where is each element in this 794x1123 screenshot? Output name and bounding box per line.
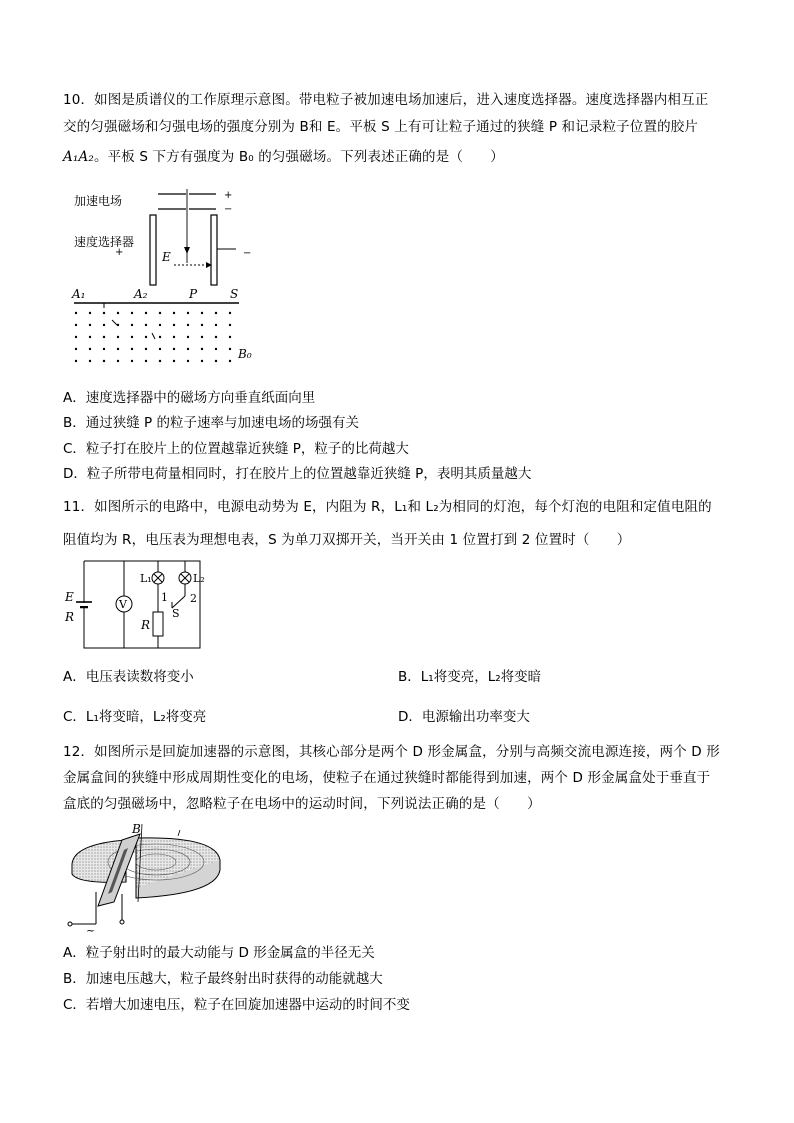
label-A2: A₂ (134, 287, 148, 301)
label-B0: B₀ (238, 347, 252, 361)
label-L2: L₂ (193, 572, 205, 585)
label-velocity-selector: 速度选择器 (74, 235, 135, 249)
label-L1: L₁ (140, 572, 152, 585)
label-S: S (172, 607, 180, 620)
q11-stem-line1: 11．如图所示的电路中，电源电动势为 E，内阻为 R，L₁和 L₂为相同的灯泡，每个灯泡的电阻和定值电阻的 (63, 499, 712, 515)
label-A1: A₁ (72, 287, 86, 301)
cyclotron-figure (64, 822, 226, 934)
q12-option-a[interactable]: A．粒子射出时的最大动能与 D 形金属盒的半径无关 (63, 945, 375, 961)
label-R: R (141, 618, 151, 632)
label-minus-right: − (243, 248, 252, 259)
voltmeter-label: V (119, 598, 127, 611)
magnetic-field-dots (75, 312, 231, 362)
q10-stem-line2: 交的匀强磁场和匀强电场的强度分别为 B和 E。平板 S 上有可让粒子通过的狭缝 P 和记录粒子位置的胶片 (63, 119, 699, 135)
q10-option-d[interactable]: D．粒子所带电荷量相同时，打在胶片上的位置越靠近狭缝 P，表明其质量越大 (63, 466, 532, 482)
label-E: E (65, 590, 74, 604)
q10-film-var: A₁A₂ (63, 149, 94, 165)
ac-source-symbol: ~ (86, 924, 96, 934)
q11-option-c[interactable]: C．L₁将变暗，L₂将变亮 (63, 709, 207, 725)
label-switch-2: 2 (190, 592, 197, 605)
label-accel-field: 加速电场 (74, 194, 123, 208)
q10-stem-line1: 10．如图是质谱仪的工作原理示意图。带电粒子被加速电场加速后，进入速度选择器。速度选择器内相互正 (63, 92, 709, 108)
q10-option-a[interactable]: A．速度选择器中的磁场方向垂直纸面向里 (63, 390, 316, 406)
label-plus-left: + (115, 247, 124, 258)
q12-stem-line2: 金属盒间的狭缝中形成周期性变化的电场，使粒子在通过狭缝时都能得到加速，两个 D 形金属盒处于垂直于 (63, 770, 711, 786)
q10-stem-line3 (63, 147, 504, 167)
q10-option-c[interactable]: C．粒子打在胶片上的位置越靠近狭缝 P，粒子的比荷越大 (63, 441, 409, 457)
label-B: B (132, 822, 141, 836)
q11-option-a[interactable]: A．电压表读数将变小 (63, 669, 194, 685)
q10-option-b[interactable]: B．通过狭缝 P 的粒子速率与加速电场的场强有关 (63, 415, 359, 431)
q10-stem-line3-text: 。平板 S 下方有强度为 B₀ 的匀强磁场。下列表述正确的是（ ） (93, 149, 504, 165)
label-switch-1: 1 (161, 591, 168, 604)
circuit-figure (62, 556, 212, 656)
q11-option-b[interactable]: B．L₁将变亮，L₂将变暗 (398, 669, 542, 685)
q12-stem-line1: 12．如图所示是回旋加速器的示意图，其核心部分是两个 D 形金属盒，分别与高频交流电源连接，两个 D 形 (63, 744, 720, 760)
label-E: E (162, 250, 171, 264)
q11-stem-line2: 阻值均为 R，电压表为理想电表，S 为单刀双掷开关，当开关由 1 位置打到 2 位置时（ ） (63, 532, 631, 548)
q11-option-d[interactable]: D．电源输出功率变大 (398, 709, 530, 725)
q12-option-c[interactable]: C．若增大加速电压，粒子在回旋加速器中运动的时间不变 (63, 997, 410, 1013)
mass-spectrometer-figure (66, 185, 266, 370)
label-minus-top: − (224, 204, 233, 215)
label-P: P (189, 287, 198, 301)
label-plus-top: + (224, 190, 233, 201)
q12-option-b[interactable]: B．加速电压越大，粒子最终射出时获得的动能就越大 (63, 971, 383, 987)
label-R-source: R (65, 610, 75, 624)
label-S: S (230, 287, 239, 301)
q12-stem-line3: 盒底的匀强磁场中，忽略粒子在电场中的运动时间，下列说法正确的是（ ） (63, 796, 541, 812)
